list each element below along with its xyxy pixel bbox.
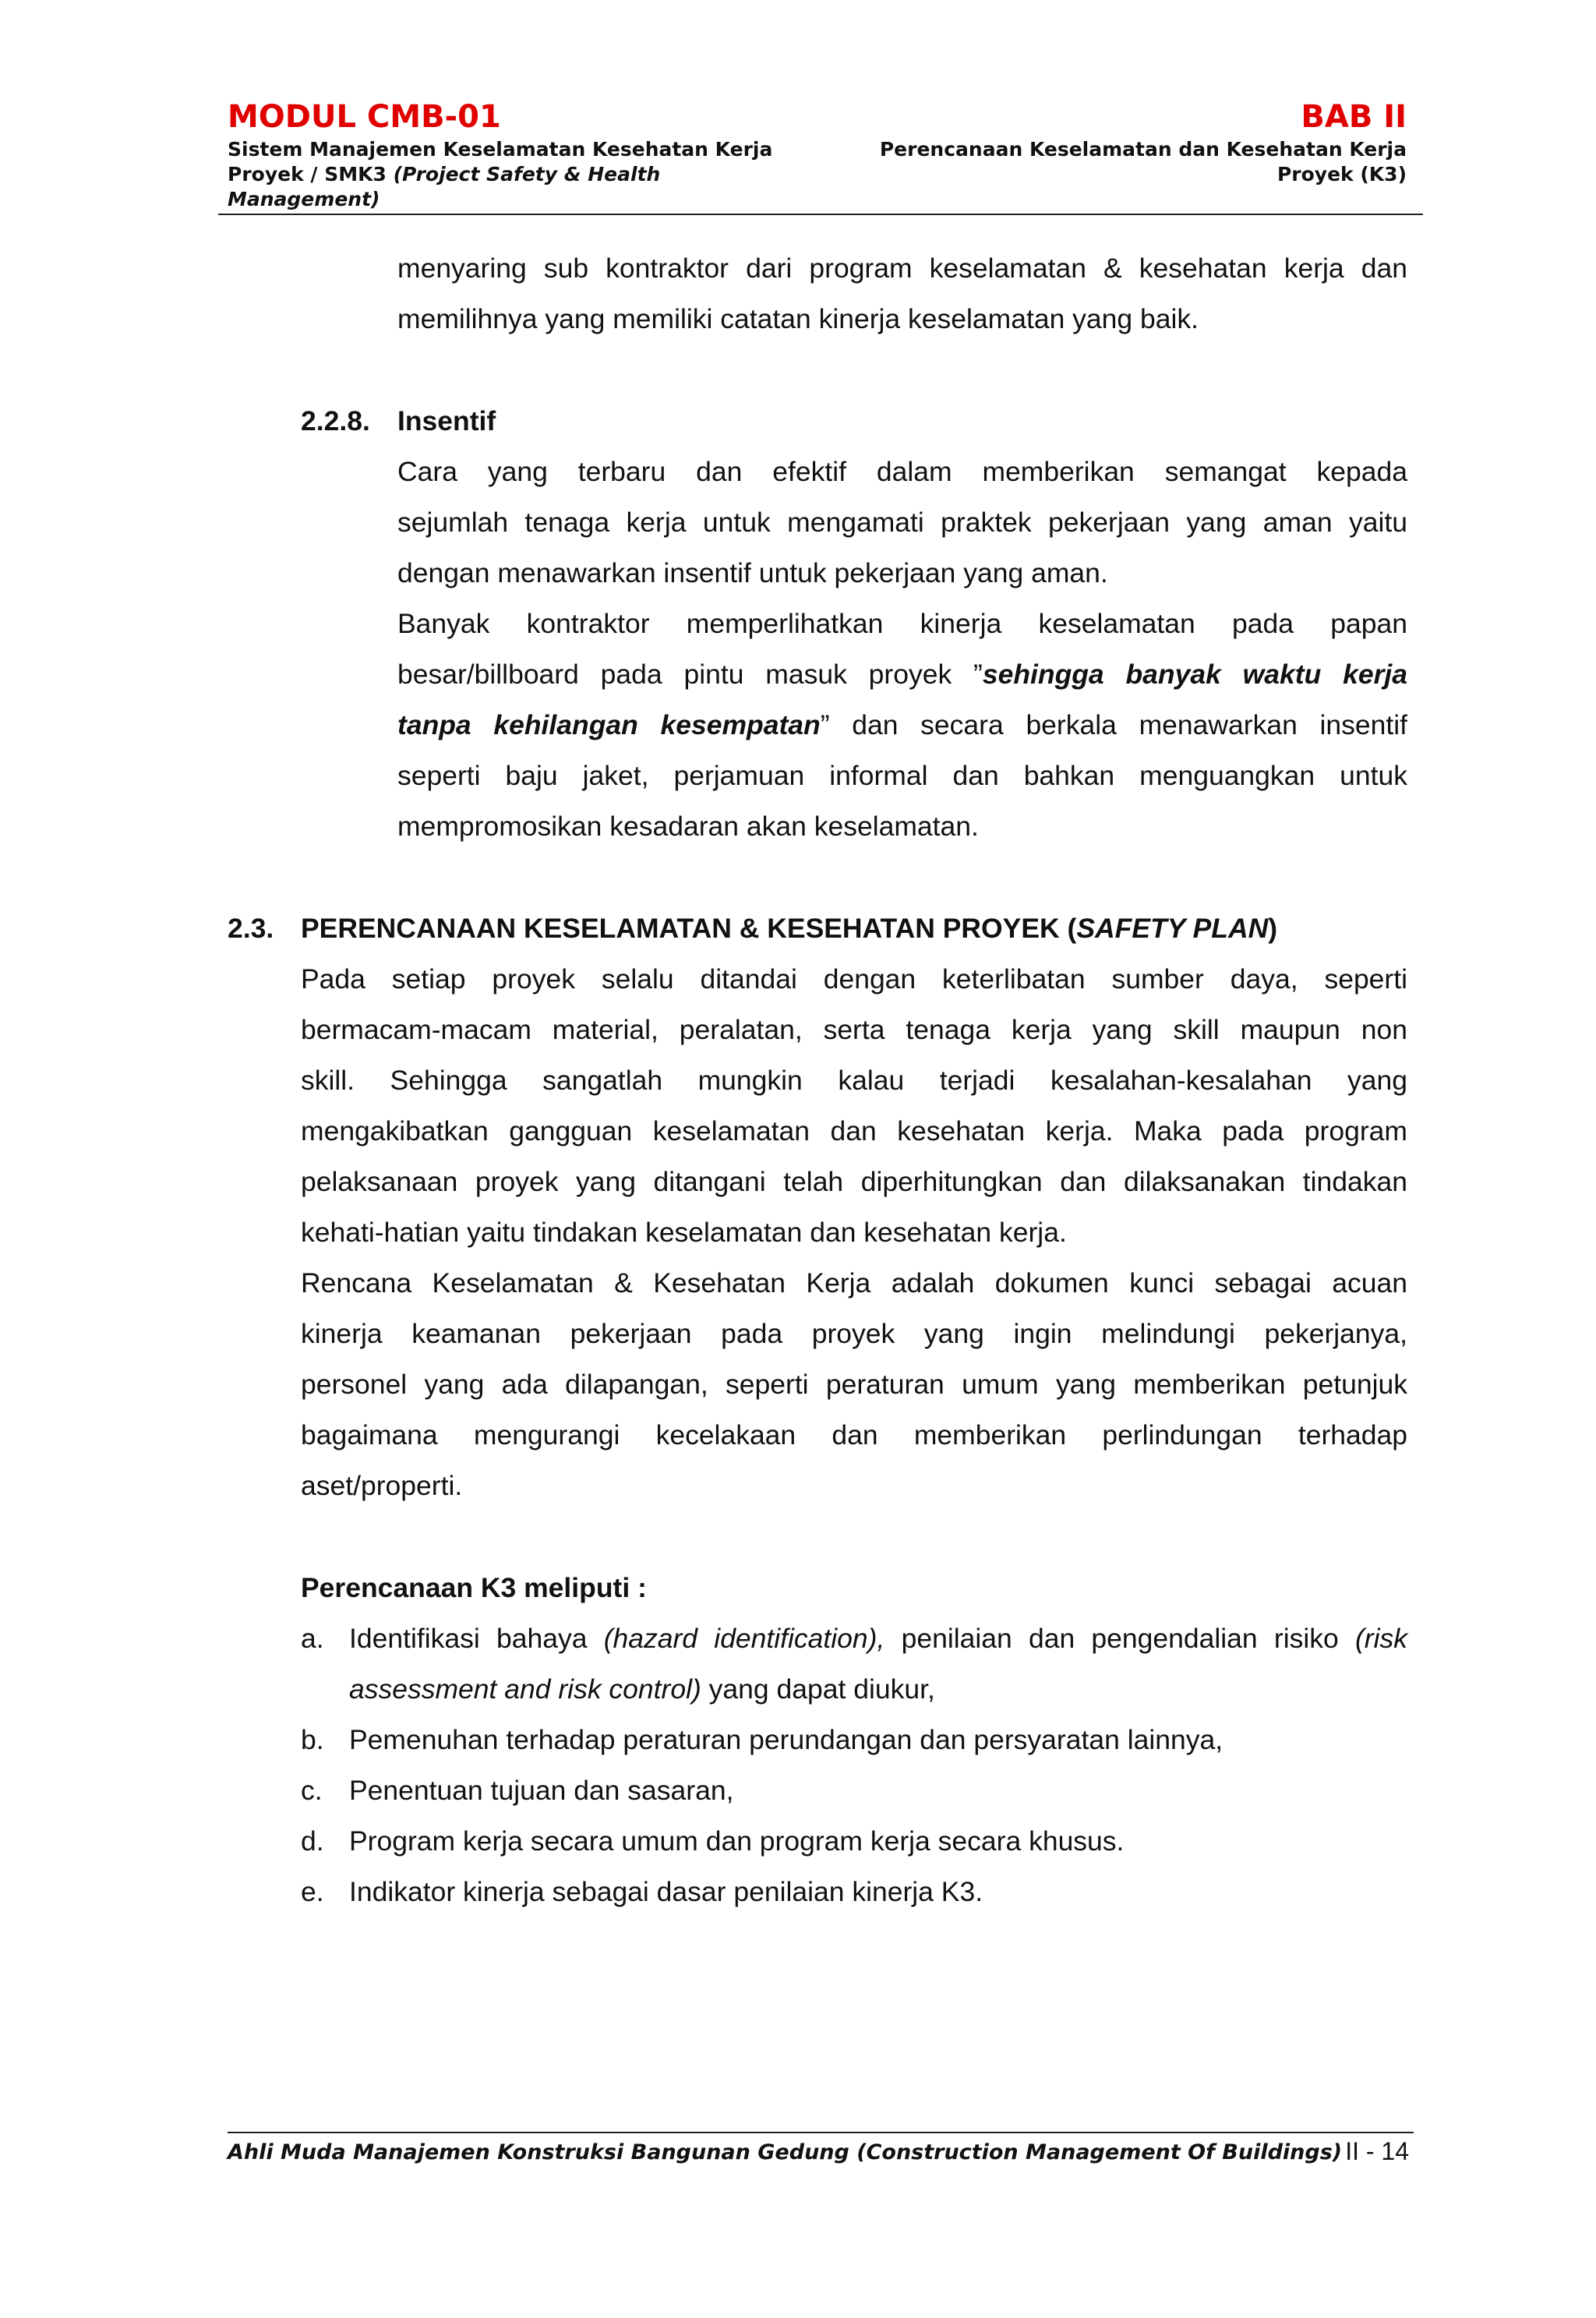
k3-item-d-text: Program kerja secara umum dan program kerja secara khusus. [349,1825,1125,1857]
insentif-line-5-emphasis: sehingga banyak waktu kerja [982,659,1407,690]
insentif-line-3: dengan menawarkan insentif untuk pekerjaan yang aman. [397,557,1108,588]
chapter-title: BAB II [1301,99,1407,135]
k3-item-c-text: Penentuan tujuan dan sasaran, [349,1775,734,1806]
section-2-3-title-c: ) [1268,913,1278,944]
insentif-line-5-a: besar/billboard pada pintu masuk proyek ” [397,659,983,690]
intro-line-1: menyaring sub kontraktor dari program keselamatan & kesehatan kerja dan [397,253,1407,284]
page-number: II - 14 [1345,2137,1409,2165]
header-subtitle-line3 [228,187,867,212]
section-2-2-8-title: Insentif [397,405,496,436]
insentif-line-6-emphasis: tanpa kehilangan kesempatan [397,709,821,740]
k3-item-a-italic-1: (hazard identification), [603,1623,885,1654]
safety-plan-p1-line-5: pelaksanaan proyek yang ditangani telah diperhitungkan dan dilaksanakan tindakan [301,1166,1407,1197]
k3-heading: Perencanaan K3 meliputi : [301,1572,647,1603]
section-2-3-title-a: PERENCANAAN KESELAMATAN & KESEHATAN PROYEK ( [301,913,1077,944]
section-2-3-title [301,911,1277,945]
k3-item-b-label: b. [301,1724,324,1755]
k3-item-a-italic-3: assessment and risk control) [349,1673,701,1705]
header-subtitle-line2-b: (Project Safety & Health [393,163,661,186]
footer-divider [228,2132,1414,2133]
safety-plan-p2-line-4: bagaimana mengurangi kecelakaan dan memberikan perlindungan terhadap [301,1419,1407,1451]
k3-item-e-text: Indikator kinerja sebagai dasar penilaian kinerja K3. [349,1876,983,1907]
k3-item-a-italic-2: (risk [1354,1623,1408,1654]
k3-item-a-text-1: Identifikasi bahaya [349,1623,604,1654]
safety-plan-p2-line-2: kinerja keamanan pekerjaan pada proyek yang ingin melindungi pekerjanya, [301,1318,1407,1349]
safety-plan-p2-line-5: aset/properti. [301,1470,463,1501]
k3-item-a-label: a. [301,1623,324,1654]
k3-item-e-label: e. [301,1876,324,1907]
k3-item-a-line-2 [349,1672,935,1706]
k3-item-a-line-1 [349,1621,1407,1655]
module-title: MODUL CMB-01 [228,99,501,135]
section-2-3-number: 2.3. [228,913,274,944]
chapter-subtitle-line1: Perencanaan Keselamatan dan Kesehatan Kerja [879,138,1407,161]
k3-item-c-label: c. [301,1775,323,1806]
chapter-subtitle-line2: Proyek (K3) [1276,163,1407,186]
safety-plan-p1-line-6: kehati-hatian yaitu tindakan keselamatan dan kesehatan kerja. [301,1217,1067,1248]
header-subtitle-line2-a: Proyek / SMK3 [228,163,394,186]
safety-plan-p1-line-3: skill. Sehingga sangatlah mungkin kalau terjadi kesalahan-kesalahan yang [301,1065,1407,1096]
k3-item-b-text: Pemenuhan terhadap peraturan perundangan dan persyaratan lainnya, [349,1724,1223,1755]
safety-plan-p1-line-1: Pada setiap proyek selalu ditandai dengan keterlibatan sumber daya, seperti [301,963,1407,995]
k3-item-d-label: d. [301,1825,324,1857]
section-2-3-title-italic: SAFETY PLAN [1076,913,1269,944]
header-right [768,97,1407,187]
k3-item-a-text-2: penilaian dan pengendalian risiko [885,1623,1355,1654]
intro-line-2: memilihnya yang memiliki catatan kinerja keselamatan yang baik. [397,303,1199,334]
header-subtitle-line3-text: Management) [228,188,380,210]
safety-plan-p1-line-4: mengakibatkan gangguan keselamatan dan kesehatan kerja. Maka pada program [301,1115,1407,1147]
insentif-line-8: mempromosikan kesadaran akan keselamatan. [397,811,979,842]
insentif-line-6-b: ” dan secara berkala menawarkan insentif [820,709,1407,740]
insentif-line-5 [397,657,1407,691]
footer-text: Ahli Muda Manajemen Konstruksi Bangunan Gedung (Construction Management Of Buildings) [228,2140,1343,2164]
insentif-line-1: Cara yang terbaru dan efektif dalam memberikan semangat kepada [397,456,1407,487]
insentif-line-2: sejumlah tenaga kerja untuk mengamati praktek pekerjaan yang aman yaitu [397,507,1407,538]
safety-plan-p2-line-1: Rencana Keselamatan & Kesehatan Kerja adalah dokumen kunci sebagai acuan [301,1267,1407,1299]
header-subtitle-line1: Sistem Manajemen Keselamatan Kesehatan Kerja [228,138,773,161]
insentif-line-6 [397,708,1407,742]
k3-item-a-text-3: yang dapat diukur, [701,1673,935,1705]
safety-plan-p2-line-3: personel yang ada dilapangan, seperti peraturan umum yang memberikan petunjuk [301,1369,1407,1400]
safety-plan-p1-line-2: bermacam-macam material, peralatan, serta tenaga kerja yang skill maupun non [301,1014,1407,1045]
section-2-2-8-number: 2.2.8. [301,405,370,436]
header-divider [218,214,1423,215]
insentif-line-4: Banyak kontraktor memperlihatkan kinerja keselamatan pada papan [397,608,1407,639]
insentif-line-7: seperti baju jaket, perjamuan informal dan bahkan menguangkan untuk [397,760,1407,791]
